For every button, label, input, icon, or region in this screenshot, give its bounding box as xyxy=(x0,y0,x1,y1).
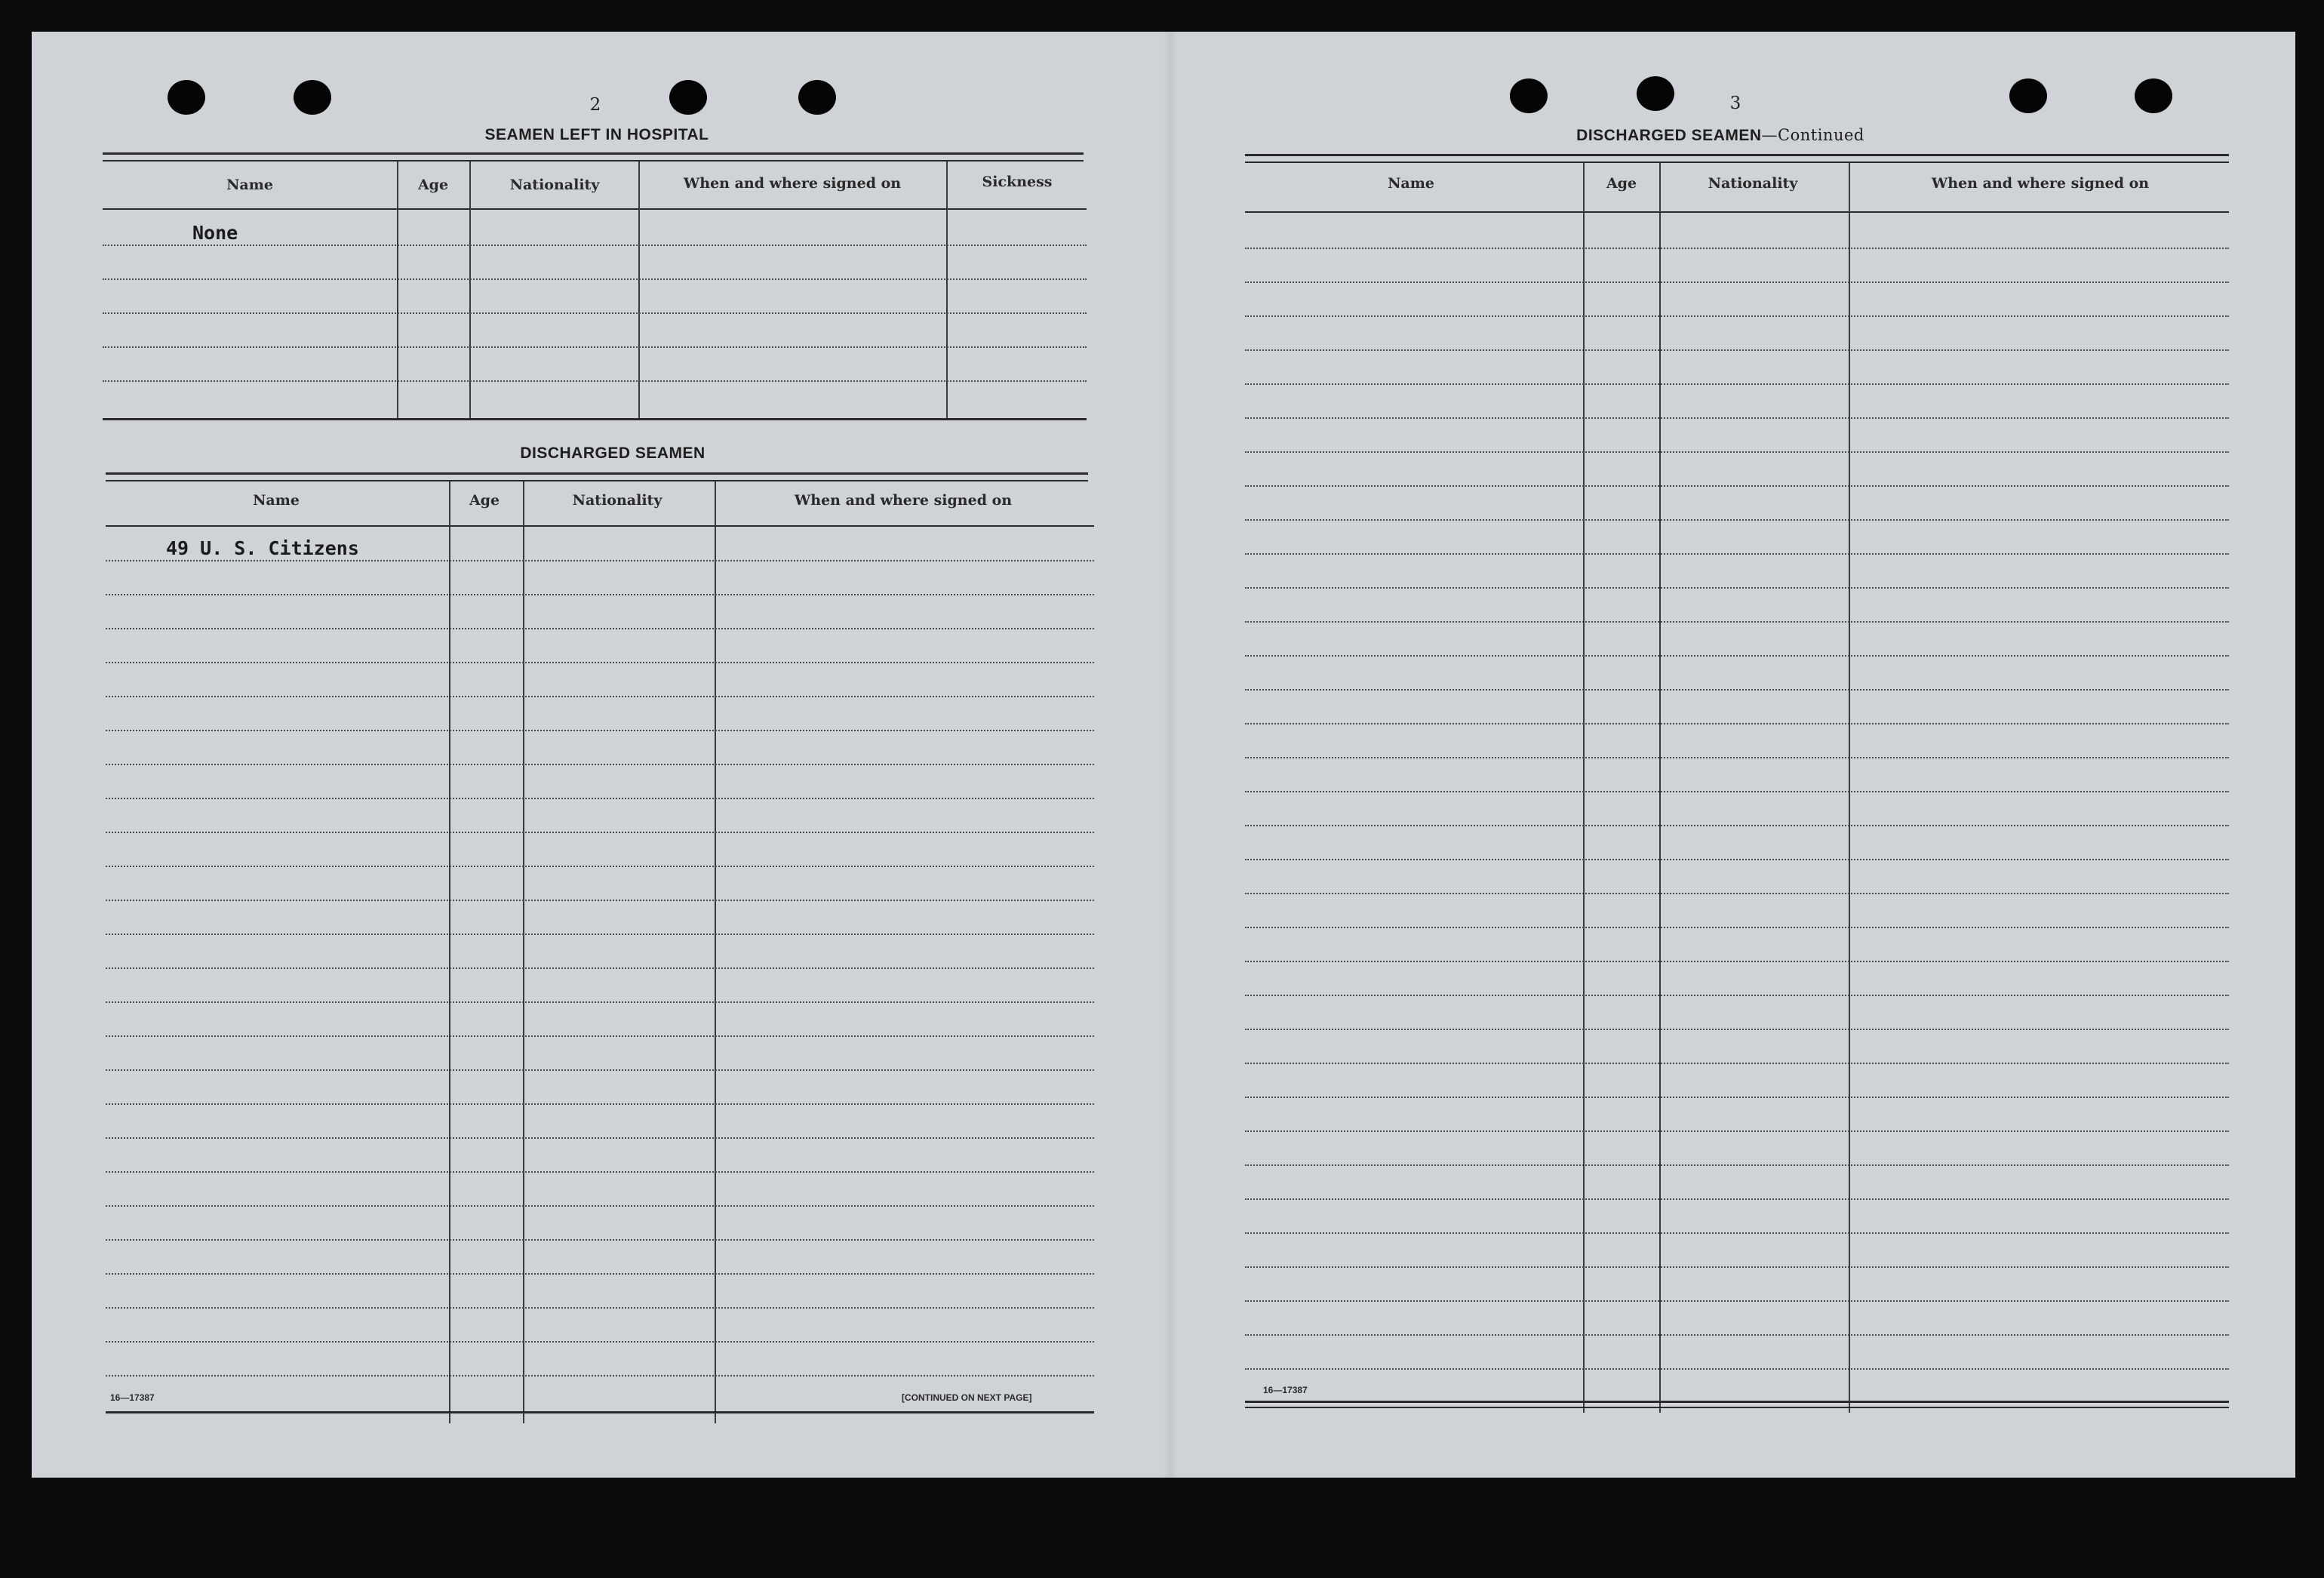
right-top-rule xyxy=(1245,154,2229,156)
punch-hole xyxy=(1510,78,1548,113)
punch-hole xyxy=(2009,78,2047,113)
discharged-continued-title xyxy=(1576,126,1864,145)
hospital-section-title: SEAMEN LEFT IN HOSPITAL xyxy=(484,126,709,143)
hospital-bottom-rule xyxy=(103,418,1087,420)
discharged-top-rule-2 xyxy=(106,480,1088,481)
page-number-left: 2 xyxy=(589,95,601,115)
discharged-col-divider xyxy=(449,481,450,1423)
hospital-header-rule xyxy=(103,208,1087,210)
hospital-entry-name: None xyxy=(192,222,238,244)
continued-note: [CONTINUED ON NEXT PAGE] xyxy=(902,1392,1032,1403)
punch-hole xyxy=(168,80,205,115)
hospital-col-sickness: Sickness xyxy=(982,174,1053,190)
page-number-right: 3 xyxy=(1729,94,1741,113)
discharged-continued-title-suffix: —Continued xyxy=(1761,126,1864,144)
right-bottom-rule-2 xyxy=(1245,1407,2229,1408)
right-col-signed-on: When and where signed on xyxy=(1931,175,2150,192)
discharged-col-signed-on: When and where signed on xyxy=(794,492,1013,509)
punch-hole xyxy=(669,80,707,115)
form-code-left: 16—17387 xyxy=(110,1392,155,1403)
discharged-col-divider xyxy=(523,481,524,1423)
discharged-header-rule xyxy=(106,525,1094,527)
punch-hole xyxy=(2135,78,2172,113)
discharged-col-divider xyxy=(715,481,716,1423)
hospital-col-nationality: Nationality xyxy=(509,177,600,193)
document-sheet xyxy=(32,32,2295,1478)
right-col-nationality: Nationality xyxy=(1708,175,1798,192)
discharged-section-title: DISCHARGED SEAMEN xyxy=(520,444,706,462)
hospital-top-rule-2 xyxy=(103,160,1084,161)
discharged-col-name: Name xyxy=(253,492,300,509)
hospital-col-signed-on: When and where signed on xyxy=(683,175,902,192)
punch-hole xyxy=(798,80,836,115)
right-col-name: Name xyxy=(1388,175,1434,192)
discharged-top-rule xyxy=(106,472,1088,475)
punch-hole xyxy=(294,80,331,115)
hospital-col-name: Name xyxy=(226,177,273,193)
discharged-bottom-rule xyxy=(106,1411,1094,1413)
page-fold xyxy=(1164,32,1177,1478)
discharged-col-age: Age xyxy=(469,492,500,509)
right-col-age: Age xyxy=(1606,175,1637,192)
hospital-col-age: Age xyxy=(417,177,449,193)
discharged-continued-title-main: DISCHARGED SEAMEN xyxy=(1576,127,1762,144)
discharged-entry-name: 49 U. S. Citizens xyxy=(166,537,359,559)
hospital-top-rule xyxy=(103,152,1084,155)
form-code-right: 16—17387 xyxy=(1263,1385,1308,1395)
discharged-col-nationality: Nationality xyxy=(572,492,662,509)
right-bottom-rule xyxy=(1245,1401,2229,1403)
punch-hole xyxy=(1637,76,1674,111)
right-top-rule-2 xyxy=(1245,161,2229,163)
right-header-rule xyxy=(1245,211,2229,213)
